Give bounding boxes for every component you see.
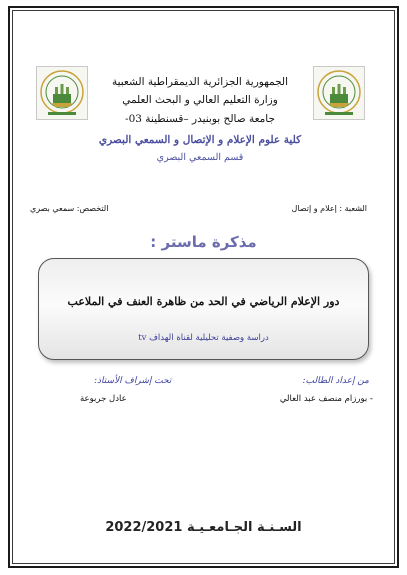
thesis-subtitle: دراسة وصفية تحليلية لقناة الهداف tv bbox=[138, 333, 269, 343]
department-name: قسم السمعي البصري bbox=[156, 152, 244, 163]
supervisor-label: تحت إشراف الأستاذ: bbox=[94, 376, 172, 386]
ministry-name: وزارة التعليم العالي و البحث العلمي bbox=[122, 94, 278, 106]
student-label: من إعداد الطالب: bbox=[302, 376, 369, 386]
specialty-label: التخصص: سمعي بصري bbox=[30, 204, 109, 213]
thesis-title: دور الإعلام الرياضي في الحد من ظاهرة العنف في الملاعب bbox=[67, 295, 340, 308]
university-name: جامعة صالح بوبنيدر –قسنطينة 03- bbox=[125, 113, 275, 125]
supervisor-name: عادل جربوعة bbox=[80, 394, 127, 404]
student-name: - بورزام منصف عبد العالي bbox=[279, 394, 373, 404]
thesis-title-box bbox=[38, 258, 369, 360]
faculty-name: كلية علوم الإعلام و الإتصال و السمعي البصري bbox=[98, 134, 302, 146]
academic-year: السـنـة الجـامعـيـة 2022/2021 bbox=[105, 520, 302, 535]
university-emblem-icon bbox=[313, 66, 365, 120]
republic-name: الجمهورية الجزائرية الديمقراطية الشعبية bbox=[111, 76, 289, 88]
branch-label: الشعبة : إعلام و إتصال bbox=[291, 204, 367, 213]
thesis-type-heading: مذكرة ماستر : bbox=[150, 233, 257, 251]
university-emblem-icon bbox=[36, 66, 88, 120]
